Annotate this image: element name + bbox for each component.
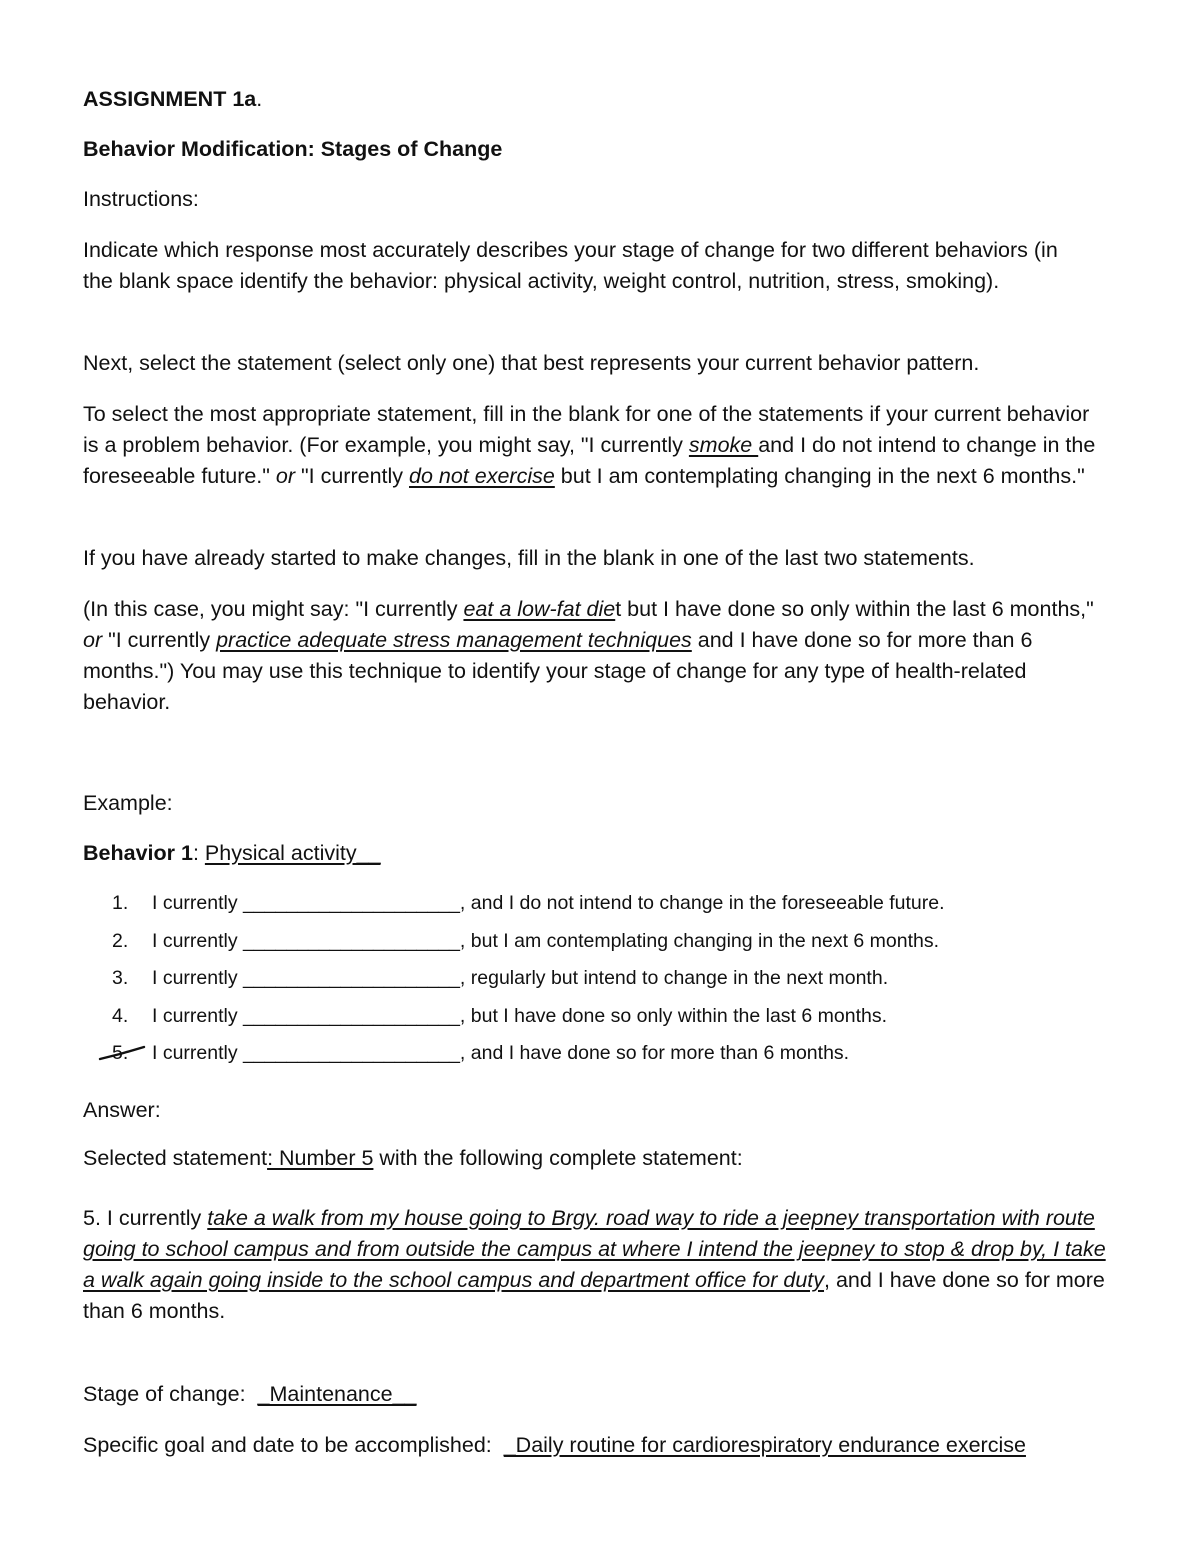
stage-statement-item: 3. I currently ____________________, regularly but intend to change in the next month.	[112, 967, 889, 989]
stage-statement-item: 4. I currently ____________________, but I have done so only within the last 6 months.	[112, 1004, 888, 1027]
stage-statement-item: 1. I currently ____________________, and I do not intend to change in the foreseeable future.	[112, 892, 945, 914]
instructions-paragraph-1: Indicate which response most accurately describes your stage of change for two different behaviors (in the blank space identify the behavior: physical activity, weight control, nutrition, stress, smoking).	[83, 238, 1058, 293]
selected-statement-line: Selected statement: Number 5 with the following complete statement:	[83, 1146, 743, 1170]
example-label: Example:	[83, 791, 173, 815]
answer-label: Answer:	[83, 1098, 161, 1122]
stage-statement-list	[112, 888, 945, 1076]
instructions-paragraph-4: If you have already started to make changes, fill in the blank in one of the last two statements.	[83, 546, 975, 570]
behavior-1-line: Behavior 1: Physical activity__	[83, 841, 381, 865]
stage-of-change-line: Stage of change: _Maintenance__	[83, 1382, 417, 1406]
instructions-paragraph-5: (In this case, you might say: "I currently eat a low-fat diet but I have done so only within the last 6 months," or "I currently practice adequate stress management techniques and I have done so for more than 6 months.") You may use this technique to identify your stage of change for any type of health-related behavior.	[83, 597, 1094, 714]
hand-drawn-check-mark-icon	[98, 1043, 146, 1063]
specific-goal-line: Specific goal and date to be accomplished: _Daily routine for cardiorespiratory endurance exercise	[83, 1433, 1026, 1457]
instructions-label: Instructions:	[83, 187, 199, 211]
instructions-paragraph-2: Next, select the statement (select only one) that best represents your current behavior pattern.	[83, 351, 980, 375]
stage-statement-item: 2. I currently ____________________, but I am contemplating changing in the next 6 months.	[112, 929, 940, 952]
instructions-paragraph-3: To select the most appropriate statement, fill in the blank for one of the statements if your current behavior is a problem behavior. (For example, you might say, "I currently smoke and I do not intend to change in the foreseeable future." or "I currently do not exercise but I am contemplating changing in the next 6 months."	[83, 402, 1096, 488]
stage-statement-item: 5. I currently ____________________, and I have done so for more than 6 months.	[112, 1042, 850, 1064]
assignment-subtitle: Behavior Modification: Stages of Change	[83, 137, 503, 161]
answer-statement: 5. I currently take a walk from my house going to Brgy. road way to ride a jeepney transportation with route going to school campus and from outside the campus at where I intend the jeepney to stop & drop by, I take a walk again going inside to the school campus and department office for duty, and I have done so for more than 6 months.	[83, 1206, 1106, 1323]
assignment-title: ASSIGNMENT 1a.	[83, 87, 263, 111]
